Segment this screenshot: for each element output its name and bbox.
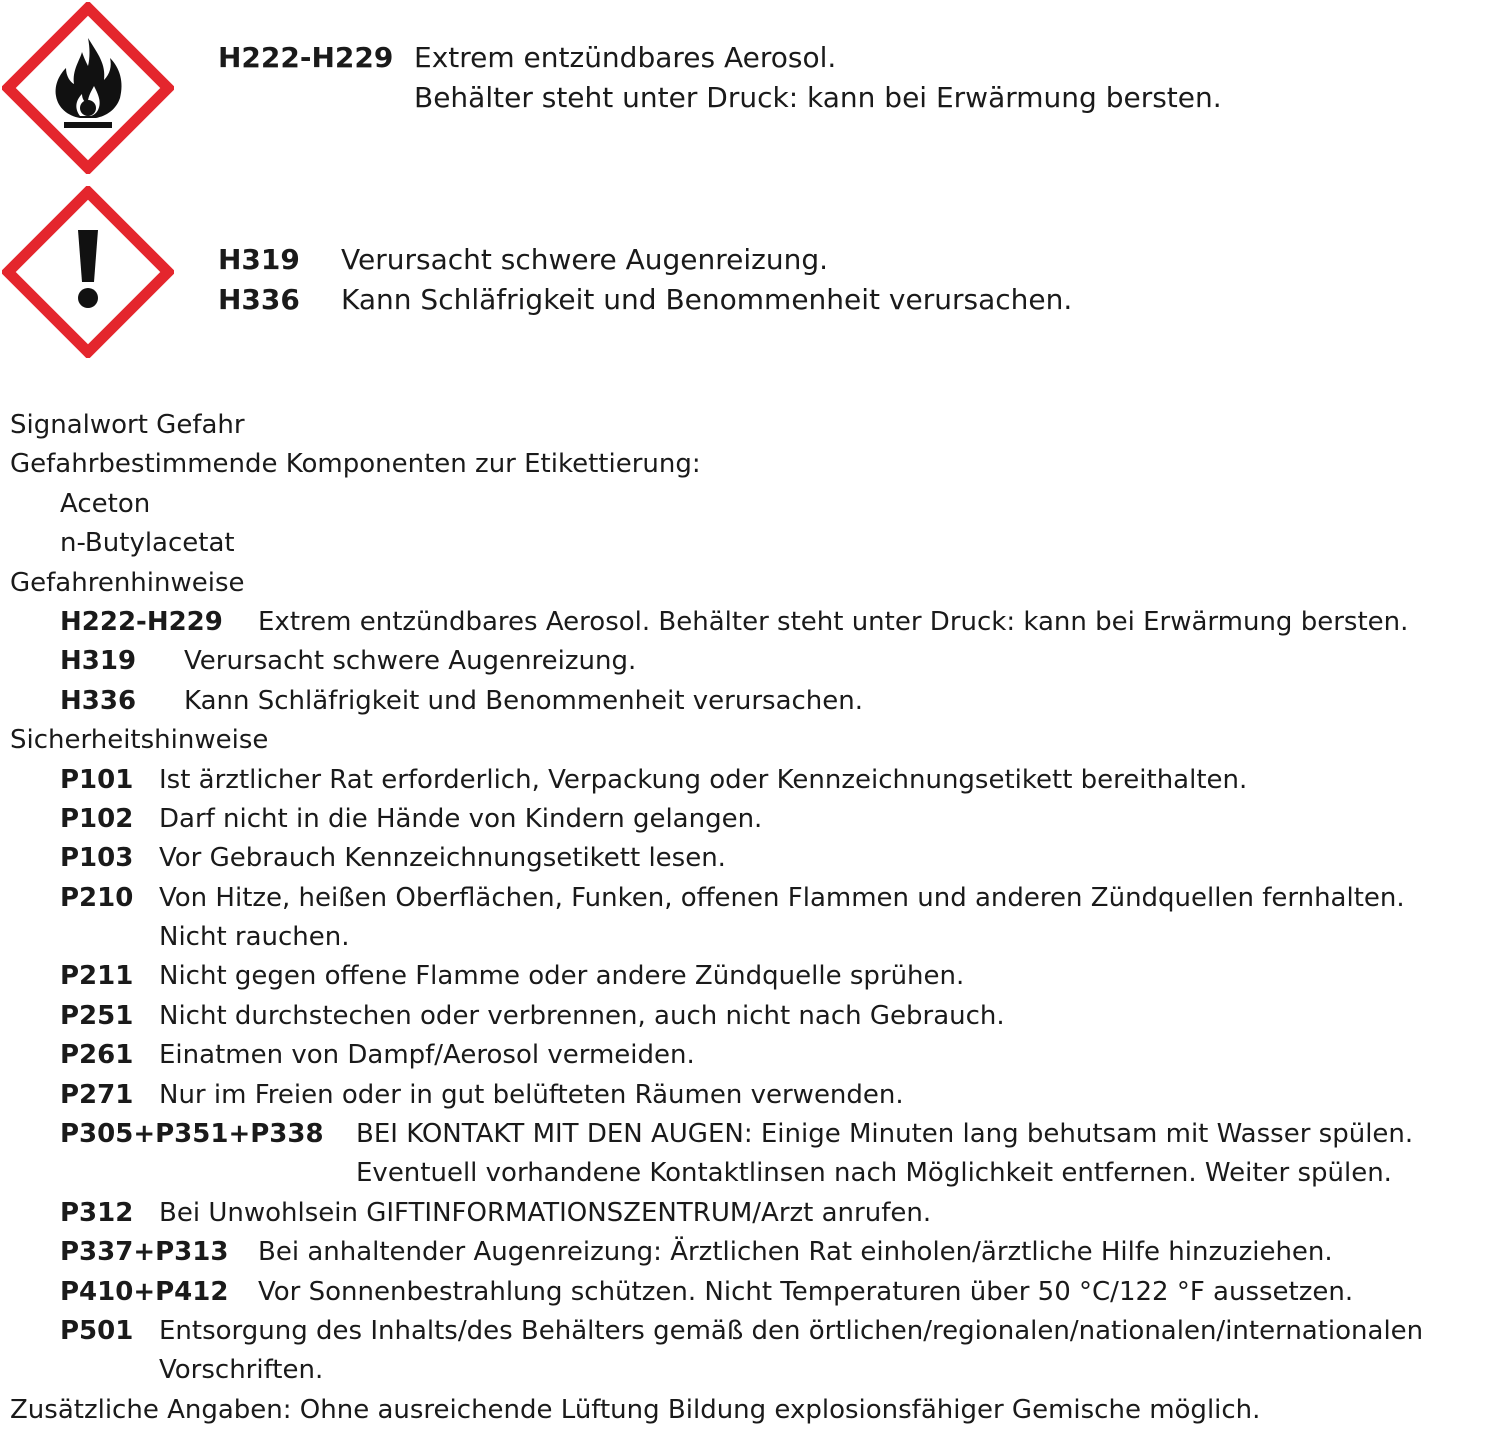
precaution-statement-row (0, 1036, 1500, 1075)
precaution-text: Einatmen von Dampf/Aerosol vermeiden. (159, 1040, 695, 1071)
hazard-code: H319 (218, 243, 300, 276)
hazard-statements-heading: Gefahrenhinweise (10, 567, 245, 598)
precaution-statement-row (0, 879, 1500, 958)
precaution-text: Bei anhaltender Augenreizung: Ärztlichen Rat einholen/ärztliche Hilfe hinzuziehen. (258, 1237, 1333, 1268)
precaution-statement-row (0, 1273, 1500, 1312)
precaution-code: P501 (60, 1316, 134, 1347)
precaution-text: Vor Gebrauch Kennzeichnungsetikett lesen. (159, 843, 726, 874)
precaution-code: P312 (60, 1197, 134, 1228)
precaution-statement-row (0, 839, 1500, 878)
exclamation-hazard-icon (2, 186, 174, 358)
hazard-statement-row (0, 682, 1500, 721)
precaution-heading-row (0, 721, 1500, 760)
signal-word-row (0, 406, 1500, 445)
label-document (0, 406, 1500, 1430)
hazard-code: H319 (60, 646, 137, 677)
precaution-code: P251 (60, 1000, 134, 1031)
component-name: n-Butylacetat (60, 528, 235, 559)
pictogram-1-statements (218, 38, 1488, 118)
component-item (0, 485, 1500, 524)
precaution-text: Entsorgung des Inhalts/des Behälters gemäß den örtlichen/regionalen/nationalen/internationalen (159, 1316, 1424, 1347)
precaution-code: P102 (60, 803, 134, 834)
components-heading-row (0, 445, 1500, 484)
precaution-statement-row (0, 761, 1500, 800)
precaution-code: P410+P412 (60, 1276, 229, 1307)
precaution-statement-row (0, 800, 1500, 839)
precaution-code: P103 (60, 843, 134, 874)
hazard-code: H222-H229 (60, 606, 223, 637)
precaution-text-continued: Nicht rauchen. (159, 922, 350, 953)
hazard-statement-row (0, 603, 1500, 642)
precaution-statement-row (0, 1194, 1500, 1233)
hazard-text: Kann Schläfrigkeit und Benommenheit verursachen. (341, 283, 1073, 316)
hazard-code: H336 (60, 685, 137, 716)
precaution-text: Ist ärztlicher Rat erforderlich, Verpackung oder Kennzeichnungsetikett bereithalten. (159, 764, 1248, 795)
precaution-text: BEI KONTAKT MIT DEN AUGEN: Einige Minuten lang behutsam mit Wasser spülen. (356, 1119, 1414, 1150)
precaution-code: P210 (60, 882, 134, 913)
hazard-text: Verursacht schwere Augenreizung. (341, 243, 829, 276)
precaution-statement-row (0, 1076, 1500, 1115)
precaution-statement-row (0, 957, 1500, 996)
hazard-statement-row (0, 642, 1500, 681)
hazard-text: Verursacht schwere Augenreizung. (184, 646, 637, 677)
precaution-text: Nicht gegen offene Flamme oder andere Zündquelle sprühen. (159, 961, 965, 992)
component-item (0, 524, 1500, 563)
precaution-text: Darf nicht in die Hände von Kindern gelangen. (159, 803, 763, 834)
precaution-statement-row (0, 1115, 1500, 1194)
precaution-code: P271 (60, 1079, 134, 1110)
pictogram-2-statements (218, 240, 1488, 320)
precaution-code: P101 (60, 764, 134, 795)
hazard-text: Behälter steht unter Druck: kann bei Erwärmung bersten. (414, 81, 1222, 114)
signal-word: Signalwort Gefahr (10, 410, 245, 440)
hazard-text: Extrem entzündbares Aerosol. Behälter steht unter Druck: kann bei Erwärmung bersten. (258, 606, 1409, 637)
additional-info-row (0, 1391, 1500, 1430)
precaution-code: P305+P351+P338 (60, 1119, 324, 1150)
hazard-code: H222-H229 (218, 41, 394, 74)
hazard-code: H336 (218, 283, 300, 316)
precautionary-statements-heading: Sicherheitshinweise (10, 725, 269, 756)
precaution-code: P261 (60, 1040, 134, 1071)
precaution-code: P337+P313 (60, 1237, 229, 1268)
precaution-statement-row (0, 1233, 1500, 1272)
precaution-text: Nur im Freien oder in gut belüfteten Räumen verwenden. (159, 1079, 904, 1110)
precaution-statement-row (0, 997, 1500, 1036)
hazard-text: Extrem entzündbares Aerosol. (414, 41, 837, 74)
precaution-text: Bei Unwohlsein GIFTINFORMATIONSZENTRUM/Arzt anrufen. (159, 1197, 932, 1228)
precaution-text-continued: Vorschriften. (159, 1355, 324, 1386)
component-name: Aceton (60, 488, 151, 519)
precaution-code: P211 (60, 961, 134, 992)
hazard-text: Kann Schläfrigkeit und Benommenheit verursachen. (184, 685, 864, 716)
hazard-heading-row (0, 564, 1500, 603)
precaution-text: Nicht durchstechen oder verbrennen, auch nicht nach Gebrauch. (159, 1000, 1005, 1031)
components-heading: Gefahrbestimmende Komponenten zur Etikettierung: (10, 449, 701, 480)
precaution-text: Vor Sonnenbestrahlung schützen. Nicht Temperaturen über 50 °C/122 °F aussetzen. (258, 1276, 1354, 1307)
precaution-text: Von Hitze, heißen Oberflächen, Funken, offenen Flammen und anderen Zündquellen fernhalten. (159, 882, 1405, 913)
additional-info: Zusätzliche Angaben: Ohne ausreichende Lüftung Bildung explosionsfähiger Gemische möglich. (10, 1394, 1261, 1425)
flame-hazard-icon (2, 2, 174, 174)
precaution-statement-row (0, 1312, 1500, 1391)
precaution-text-continued: Eventuell vorhandene Kontaktlinsen nach Möglichkeit entfernen. Weiter spülen. (356, 1158, 1392, 1189)
